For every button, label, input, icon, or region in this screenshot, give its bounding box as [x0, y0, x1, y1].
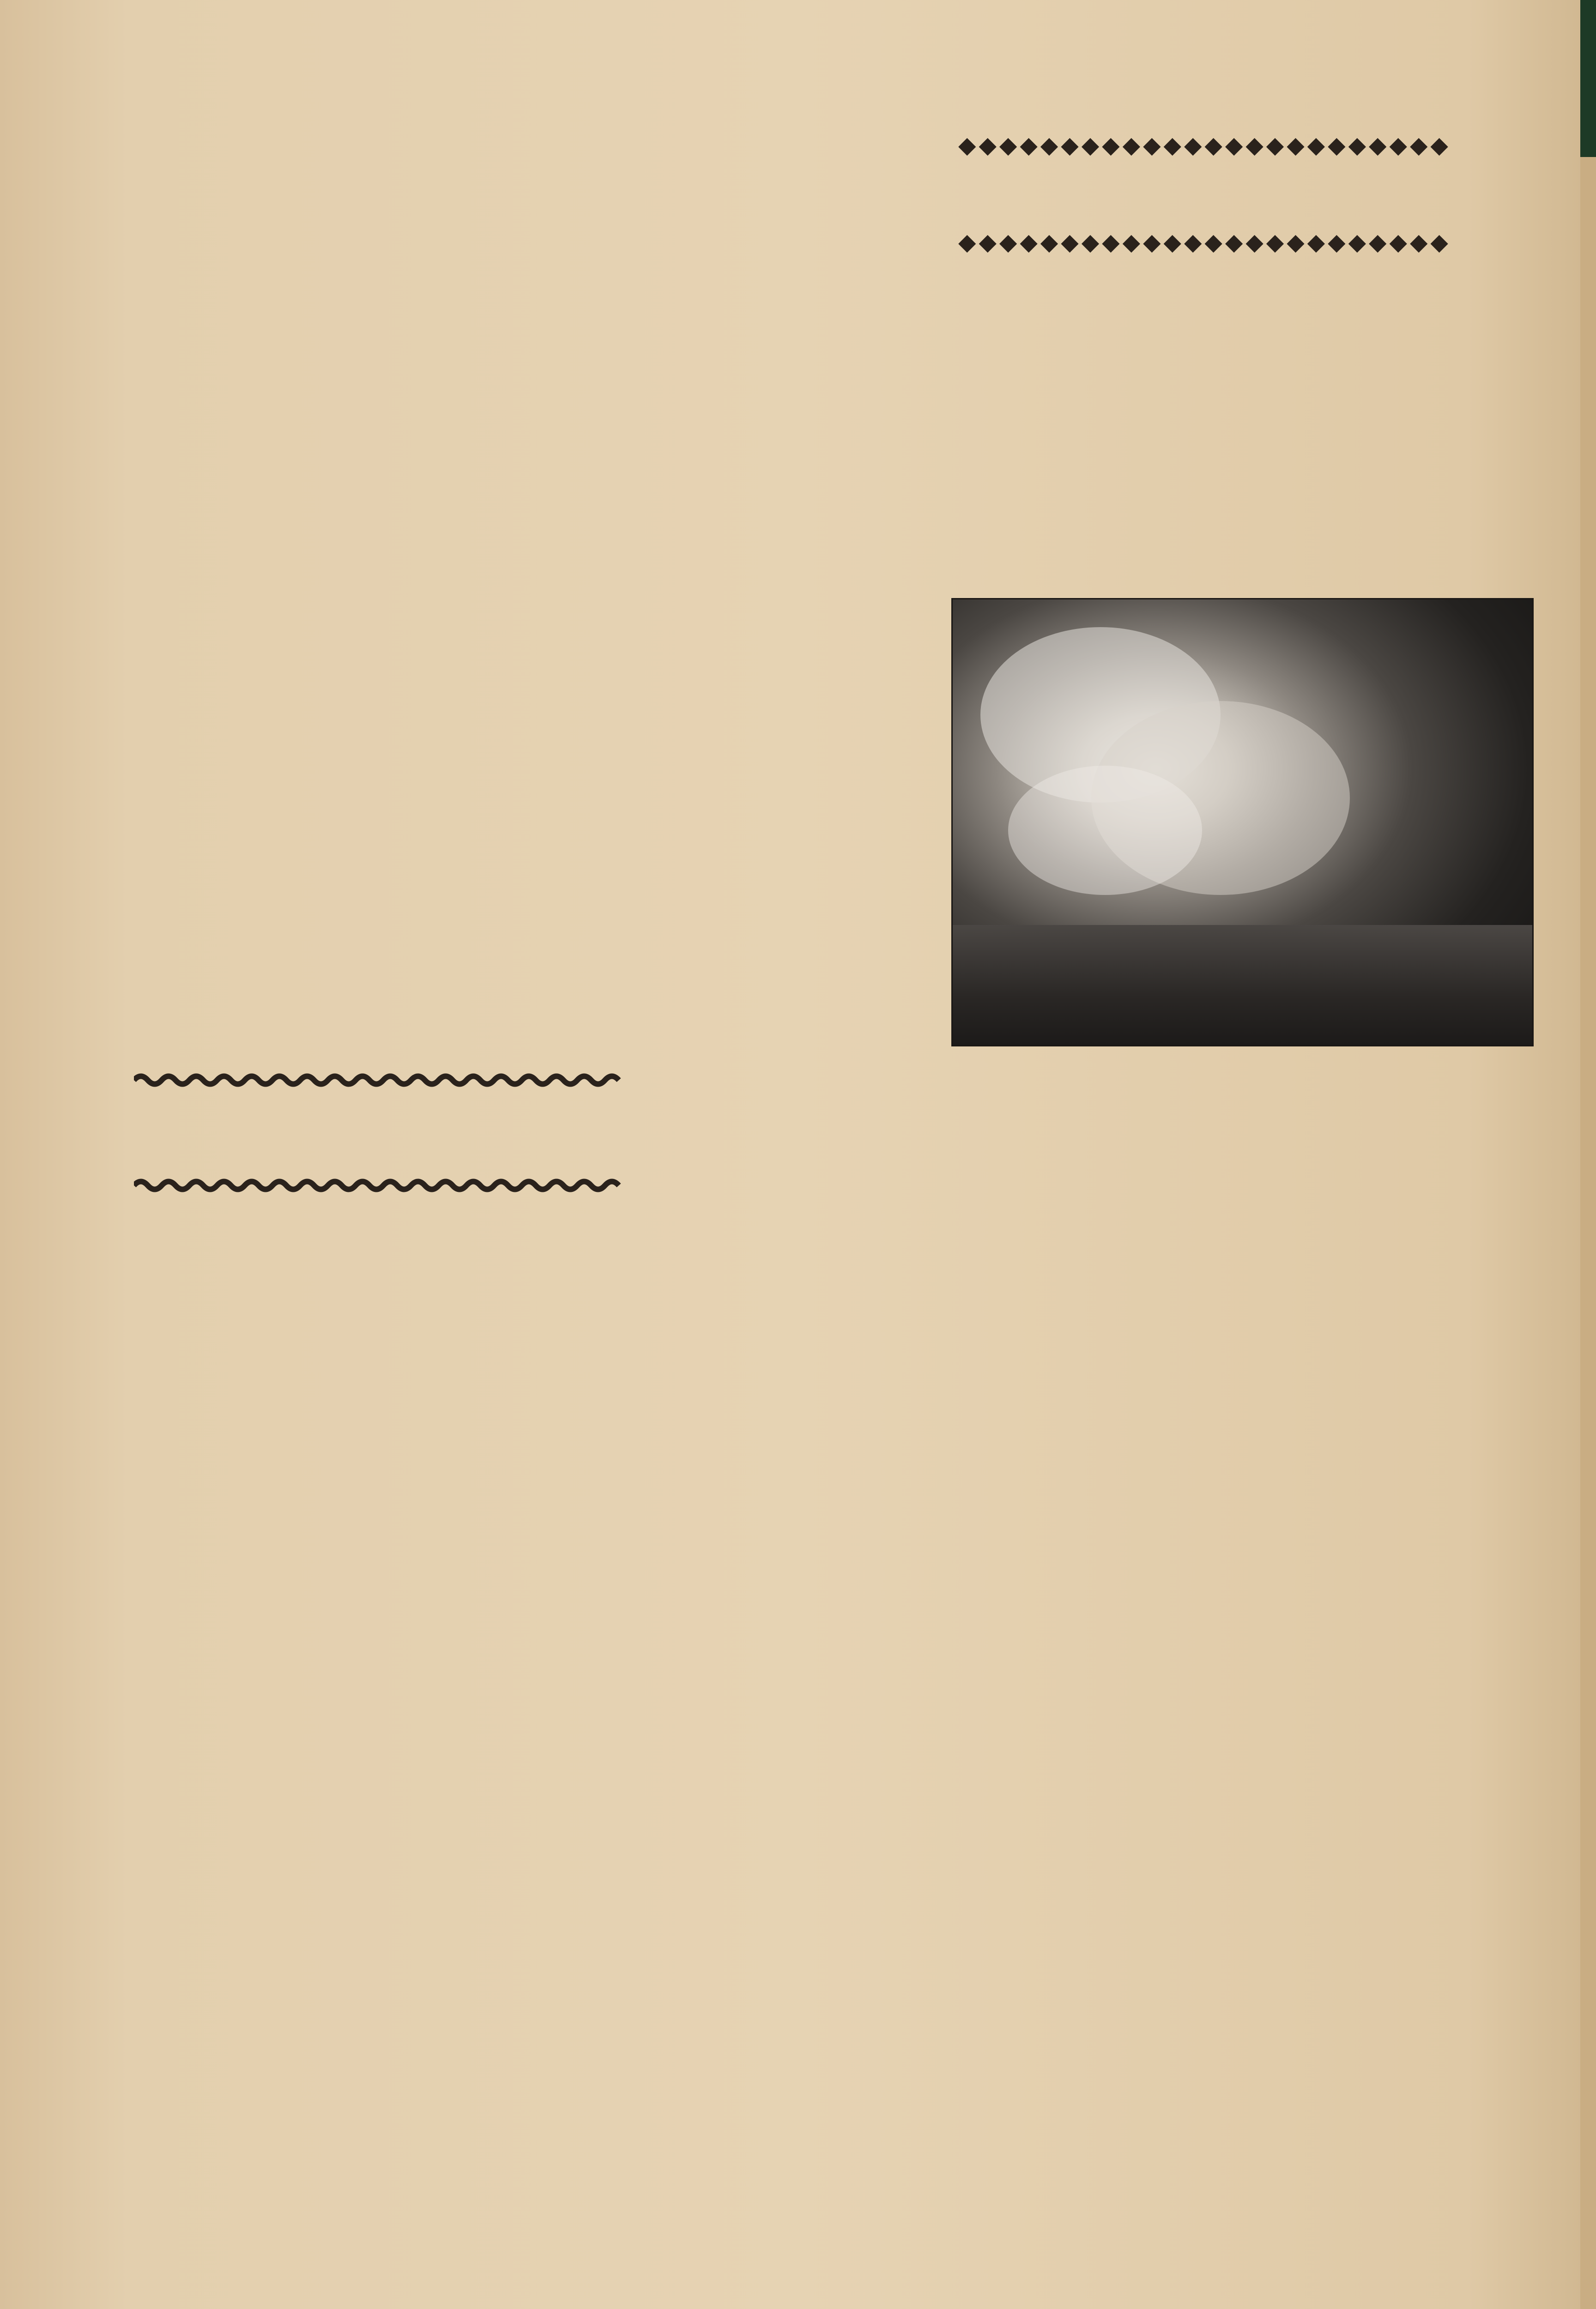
page-edge [1580, 157, 1596, 2309]
page-edge-dark [1580, 0, 1596, 157]
diamond-border-top: ◆◆◆◆◆◆◆◆◆◆◆◆◆◆◆◆◆◆◆◆◆◆◆◆ [958, 132, 1451, 158]
results-form [129, 1224, 1469, 2267]
dragster-fire-photo [951, 598, 1534, 1046]
diamond-border-bottom: ◆◆◆◆◆◆◆◆◆◆◆◆◆◆◆◆◆◆◆◆◆◆◆◆ [958, 229, 1451, 255]
wave-divider-bottom [134, 1178, 623, 1193]
columbus-standings [122, 196, 374, 218]
wave-divider-top [134, 1072, 623, 1088]
